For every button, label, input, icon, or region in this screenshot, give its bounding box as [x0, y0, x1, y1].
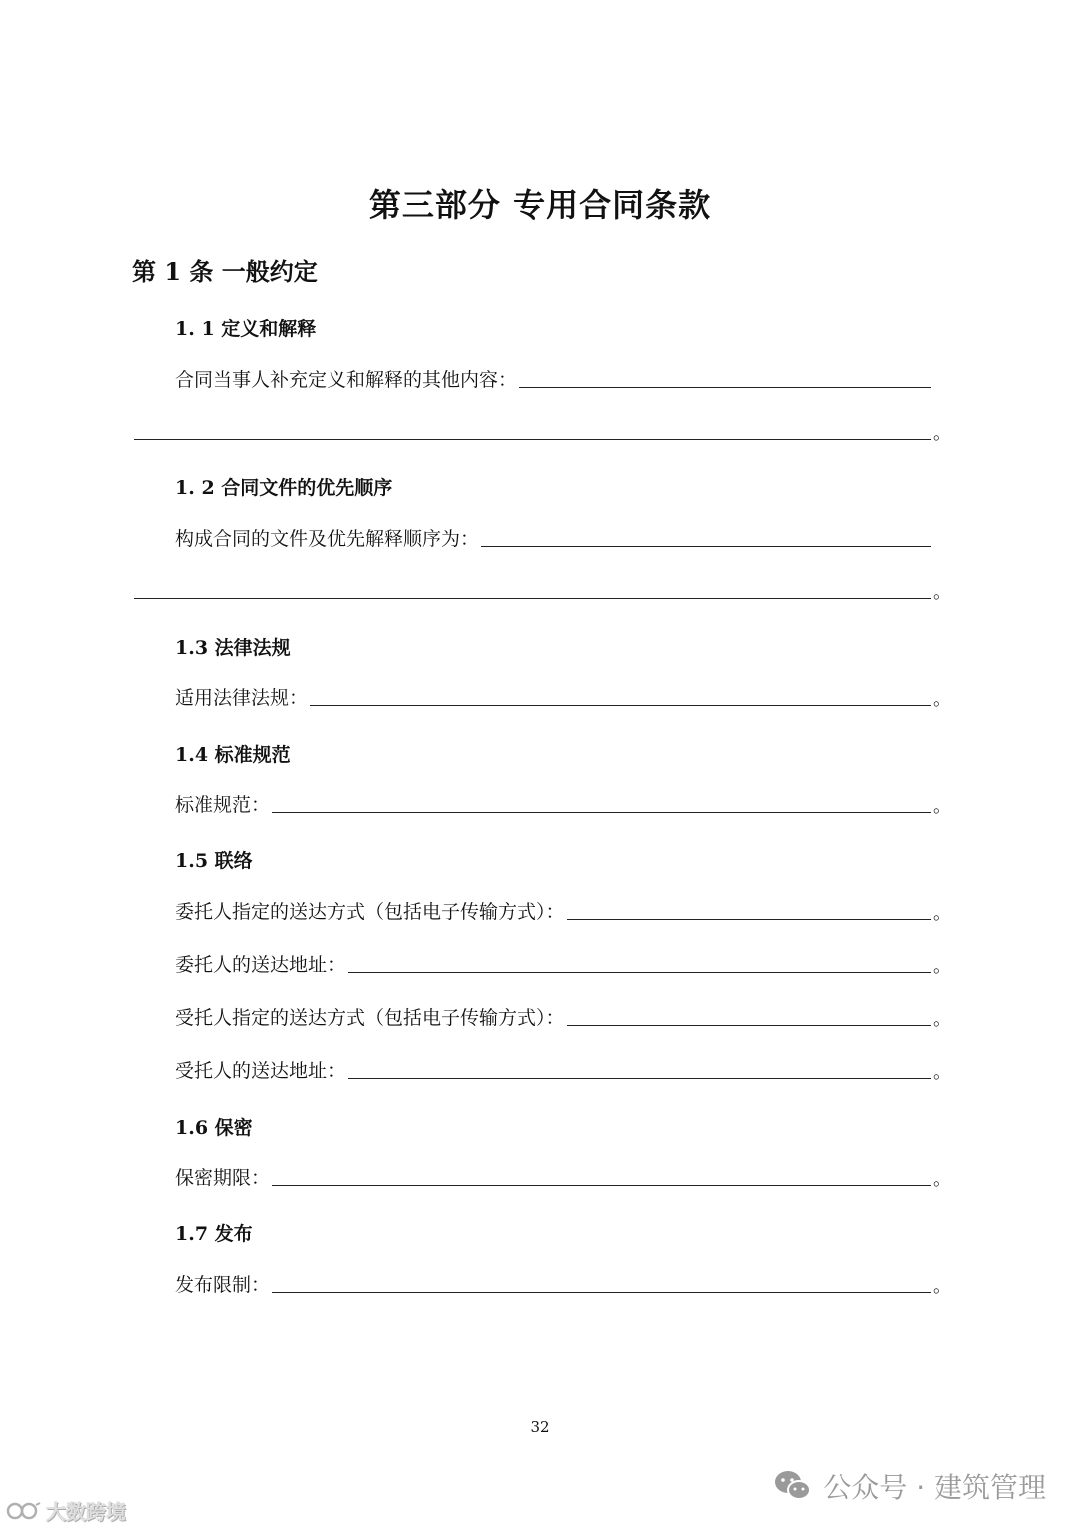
full-stop: 。: [933, 1276, 951, 1297]
logo-icon: [6, 1499, 42, 1523]
field-label: 标准规范：: [175, 794, 271, 816]
section-heading-1-1: 1. 1 定义和解释: [175, 318, 317, 340]
fill-in-line: [567, 1024, 931, 1026]
field-1-2-document-order[interactable]: [175, 521, 945, 551]
watermark-brand: [6, 1496, 126, 1525]
field-label: 委托人的送达地址：: [175, 954, 347, 976]
full-stop: 。: [933, 1169, 951, 1190]
full-stop: 。: [933, 689, 951, 710]
field-label: 合同当事人补充定义和解释的其他内容：: [175, 369, 518, 391]
field-label: 保密期限：: [175, 1167, 271, 1189]
section-heading-1-7: 1.7 发布: [175, 1223, 253, 1245]
section-heading-1-5: 1.5 联络: [175, 850, 253, 872]
full-stop: 。: [933, 582, 951, 603]
page-number: 32: [530, 1418, 550, 1436]
field-label: 委托人指定的送达方式（包括电子传输方式）：: [175, 901, 565, 923]
page-title: 第三部分 专用合同条款: [368, 186, 712, 224]
fill-in-line: [348, 971, 931, 973]
field-1-1-other-content[interactable]: [175, 362, 945, 392]
field-label: 构成合同的文件及优先解释顺序为：: [175, 528, 480, 550]
fill-in-line: [272, 811, 931, 813]
fill-in-line: [348, 1077, 931, 1079]
field-standards[interactable]: [175, 787, 951, 817]
field-label: 发布限制：: [175, 1274, 271, 1296]
field-contractor-delivery-method[interactable]: [175, 1000, 951, 1030]
full-stop: 。: [933, 796, 951, 817]
fill-in-line: [272, 1291, 931, 1293]
wechat-icon: [773, 1469, 813, 1503]
field-1-1-continuation[interactable]: [132, 414, 951, 444]
full-stop: 。: [933, 903, 951, 924]
fill-in-line: [310, 704, 931, 706]
watermark-wechat: [773, 1466, 1046, 1506]
section-heading-1-6: 1.6 保密: [175, 1117, 253, 1139]
field-label: 受托人指定的送达方式（包括电子传输方式）：: [175, 1007, 565, 1029]
field-confidentiality-period[interactable]: [175, 1160, 951, 1190]
full-stop: 。: [933, 423, 951, 444]
section-heading-1-2: 1. 2 合同文件的优先顺序: [175, 477, 393, 499]
field-client-delivery-method[interactable]: [175, 894, 951, 924]
fill-in-line: [134, 438, 931, 440]
section-heading-1-4: 1.4 标准规范: [175, 744, 291, 766]
section-heading-1-3: 1.3 法律法规: [175, 637, 291, 659]
fill-in-line: [272, 1184, 931, 1186]
fill-in-line: [134, 597, 931, 599]
field-label: 受托人的送达地址：: [175, 1060, 347, 1082]
field-1-2-continuation[interactable]: [132, 573, 951, 603]
fill-in-line: [519, 386, 931, 388]
field-applicable-laws[interactable]: [175, 680, 951, 710]
full-stop: 。: [933, 1062, 951, 1083]
watermark-text: 公众号 · 建筑管理: [823, 1471, 1046, 1504]
fill-in-line: [567, 918, 931, 920]
field-publication-restriction[interactable]: [175, 1267, 951, 1297]
field-contractor-delivery-address[interactable]: [175, 1053, 951, 1083]
article-title: 第 1 条 一般约定: [132, 257, 318, 286]
field-client-delivery-address[interactable]: [175, 947, 951, 977]
full-stop: 。: [933, 956, 951, 977]
fill-in-line: [481, 545, 931, 547]
full-stop: 。: [933, 1009, 951, 1030]
field-label: 适用法律法规：: [175, 687, 309, 709]
watermark-brand-text: 大数跨境: [46, 1500, 126, 1524]
